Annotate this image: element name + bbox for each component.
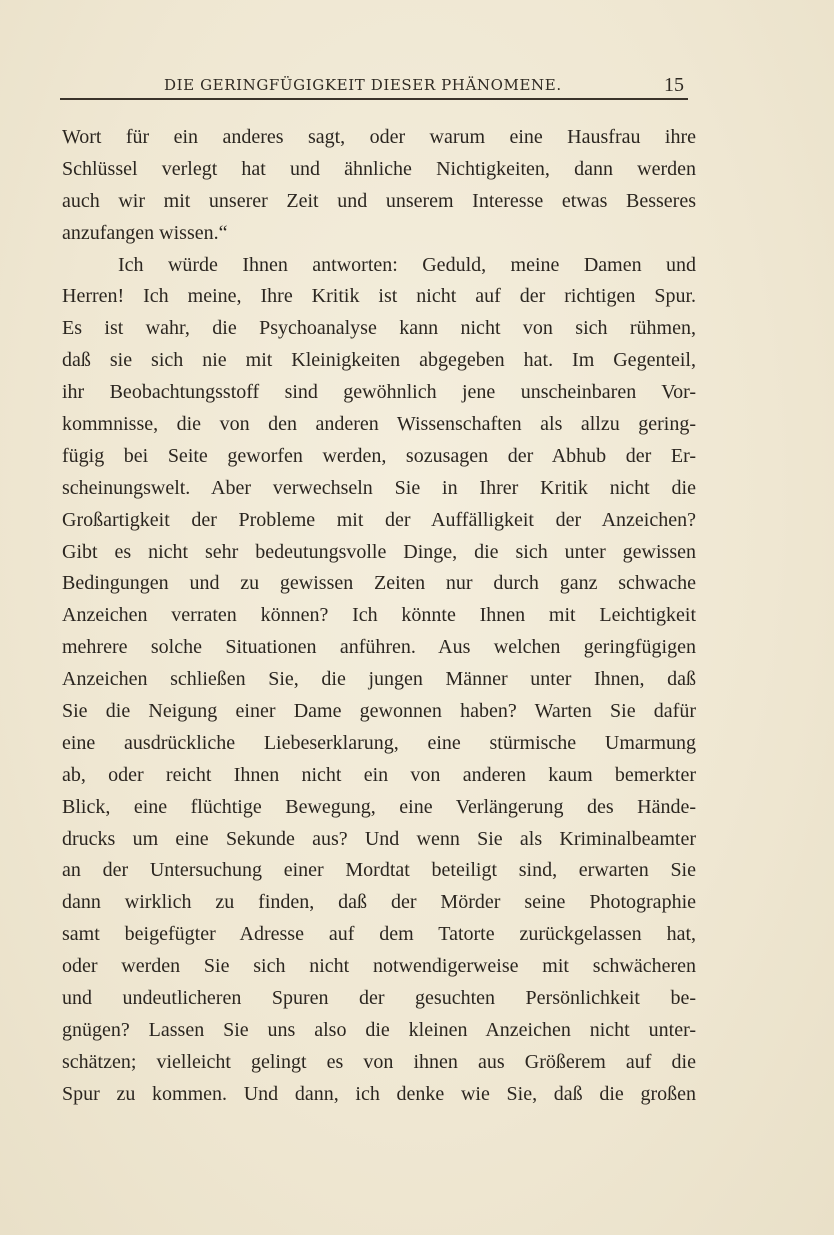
text-line: daß sie sich nie mit Kleinigkeiten abgegeben hat. Im Gegenteil, bbox=[62, 349, 696, 372]
text-line: Herren! Ich meine, Ihre Kritik ist nicht auf der richtigen Spur. bbox=[62, 285, 696, 308]
text-line: und undeutlicheren Spuren der gesuchten Persönlichkeit be- bbox=[62, 987, 696, 1010]
text-line: Schlüssel verlegt hat und ähnliche Nichtigkeiten, dann werden bbox=[62, 157, 696, 180]
text-line: ab, oder reicht Ihnen nicht ein von anderen kaum bemerkter bbox=[62, 763, 696, 786]
page-header bbox=[60, 74, 688, 100]
text-line: kommnisse, die von den anderen Wissenschaften als allzu gering- bbox=[62, 413, 696, 436]
text-line: Blick, eine flüchtige Bewegung, eine Verlängerung des Hände- bbox=[62, 795, 696, 818]
page-number: 15 bbox=[664, 74, 684, 96]
text-line: ihr Beobachtungsstoff sind gewöhnlich jene unscheinbaren Vor- bbox=[62, 381, 696, 404]
text-line: anzufangen wissen.“ bbox=[62, 221, 228, 244]
text-line: Anzeichen verraten können? Ich könnte Ihnen mit Leichtigkeit bbox=[62, 604, 696, 627]
text-line: Spur zu kommen. Und dann, ich denke wie Sie, daß die großen bbox=[62, 1082, 696, 1105]
text-line: dann wirklich zu finden, daß der Mörder seine Photographie bbox=[62, 891, 696, 914]
text-line: Großartigkeit der Probleme mit der Auffälligkeit der Anzeichen? bbox=[62, 508, 696, 531]
text-line: Es ist wahr, die Psychoanalyse kann nicht von sich rühmen, bbox=[62, 317, 696, 340]
text-line: gnügen? Lassen Sie uns also die kleinen Anzeichen nicht unter- bbox=[62, 1018, 696, 1041]
text-line: fügig bei Seite geworfen werden, sozusagen der Abhub der Er- bbox=[62, 444, 696, 467]
text-line: oder werden Sie sich nicht notwendigerweise mit schwächeren bbox=[62, 955, 696, 978]
text-line: Gibt es nicht sehr bedeutungsvolle Dinge, die sich unter gewissen bbox=[62, 540, 696, 563]
text-line: an der Untersuchung einer Mordtat beteiligt sind, erwarten Sie bbox=[62, 859, 696, 882]
text-line: eine ausdrückliche Liebeserklarung, eine stürmische Umarmung bbox=[62, 731, 696, 754]
text-line: schätzen; vielleicht gelingt es von ihnen aus Größerem auf die bbox=[62, 1050, 696, 1073]
text-line: scheinungswelt. Aber verwechseln Sie in Ihrer Kritik nicht die bbox=[62, 476, 696, 499]
text-line: Wort für ein anderes sagt, oder warum eine Hausfrau ihre bbox=[62, 126, 696, 148]
text-line: Anzeichen schließen Sie, die jungen Männer unter Ihnen, daß bbox=[62, 668, 696, 691]
text-line: auch wir mit unserer Zeit und unserem Interesse etwas Besseres bbox=[62, 189, 696, 212]
text-line: drucks um eine Sekunde aus? Und wenn Sie als Kriminalbeamter bbox=[62, 827, 696, 850]
text-line: mehrere solche Situationen anführen. Aus welchen geringfügigen bbox=[62, 636, 696, 659]
body-text bbox=[62, 122, 696, 1111]
text-line: Sie die Neigung einer Dame gewonnen haben? Warten Sie dafür bbox=[62, 700, 696, 723]
text-line: Ich würde Ihnen antworten: Geduld, meine Damen und bbox=[118, 253, 696, 276]
text-line: samt beigefügter Adresse auf dem Tatorte zurückgelassen hat, bbox=[62, 923, 696, 946]
text-line: Bedingungen und zu gewissen Zeiten nur durch ganz schwache bbox=[62, 572, 696, 595]
running-title: DIE GERINGFÜGIGKEIT DIESER PHÄNOMENE. bbox=[164, 76, 562, 94]
